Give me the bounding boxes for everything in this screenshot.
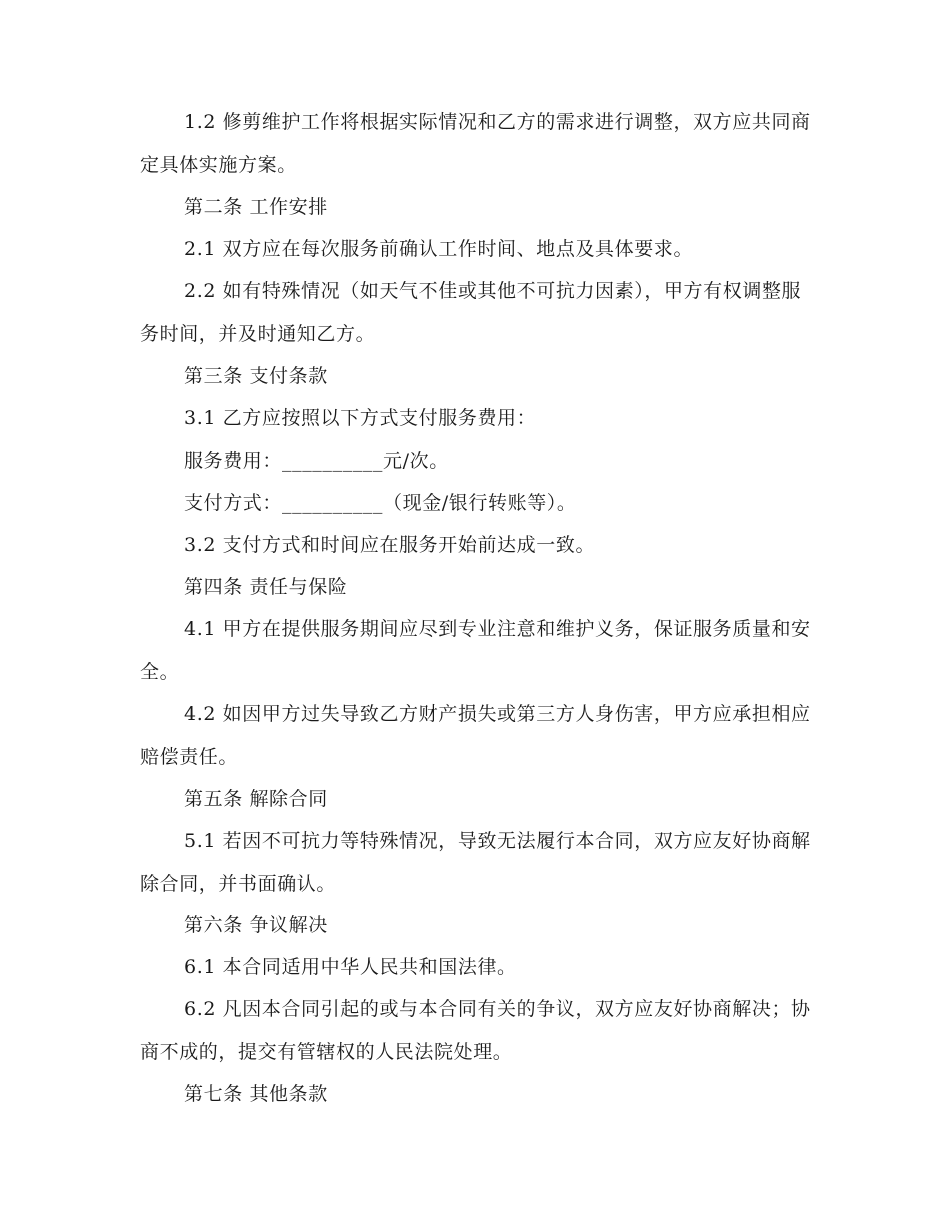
- article-2-heading: 第二条 工作安排: [184, 196, 328, 218]
- clause-4-1: 4.1 甲方在提供服务期间应尽到专业注意和维护义务，保证服务质量和安全。: [140, 618, 811, 683]
- article-3-heading: 第三条 支付条款: [184, 365, 328, 387]
- clause-1-2: 1.2 修剪维护工作将根据实际情况和乙方的需求进行调整，双方应共同商定具体实施方案。: [140, 111, 811, 176]
- clause-2-2: 2.2 如有特殊情况（如天气不佳或其他不可抗力因素），甲方有权调整服务时间，并及时通知乙方。: [140, 280, 802, 345]
- clause-4-2: 4.2 如因甲方过失导致乙方财产损失或第三方人身伤害，甲方应承担相应赔偿责任。: [140, 703, 811, 768]
- payment-method-line: 支付方式：__________（现金/银行转账等）。: [184, 492, 577, 514]
- clause-2-1: 2.1 双方应在每次服务前确认工作时间、地点及具体要求。: [184, 238, 694, 260]
- article-4-heading: 第四条 责任与保险: [184, 576, 348, 598]
- clause-3-2: 3.2 支付方式和时间应在服务开始前达成一致。: [184, 534, 596, 556]
- clause-5-1: 5.1 若因不可抗力等特殊情况，导致无法履行本合同，双方应友好协商解除合同，并书面确认。: [140, 830, 811, 895]
- article-6-heading: 第六条 争议解决: [184, 914, 328, 936]
- clause-6-1: 6.1 本合同适用中华人民共和国法律。: [184, 956, 517, 978]
- article-5-heading: 第五条 解除合同: [184, 788, 328, 810]
- clause-3-1: 3.1 乙方应按照以下方式支付服务费用：: [184, 407, 537, 429]
- article-7-heading: 第七条 其他条款: [184, 1083, 328, 1105]
- clause-6-2: 6.2 凡因本合同引起的或与本合同有关的争议，双方应友好协商解决；协商不成的，提交有管辖权的人民法院处理。: [140, 998, 811, 1063]
- service-fee-line: 服务费用：__________元/次。: [184, 450, 449, 472]
